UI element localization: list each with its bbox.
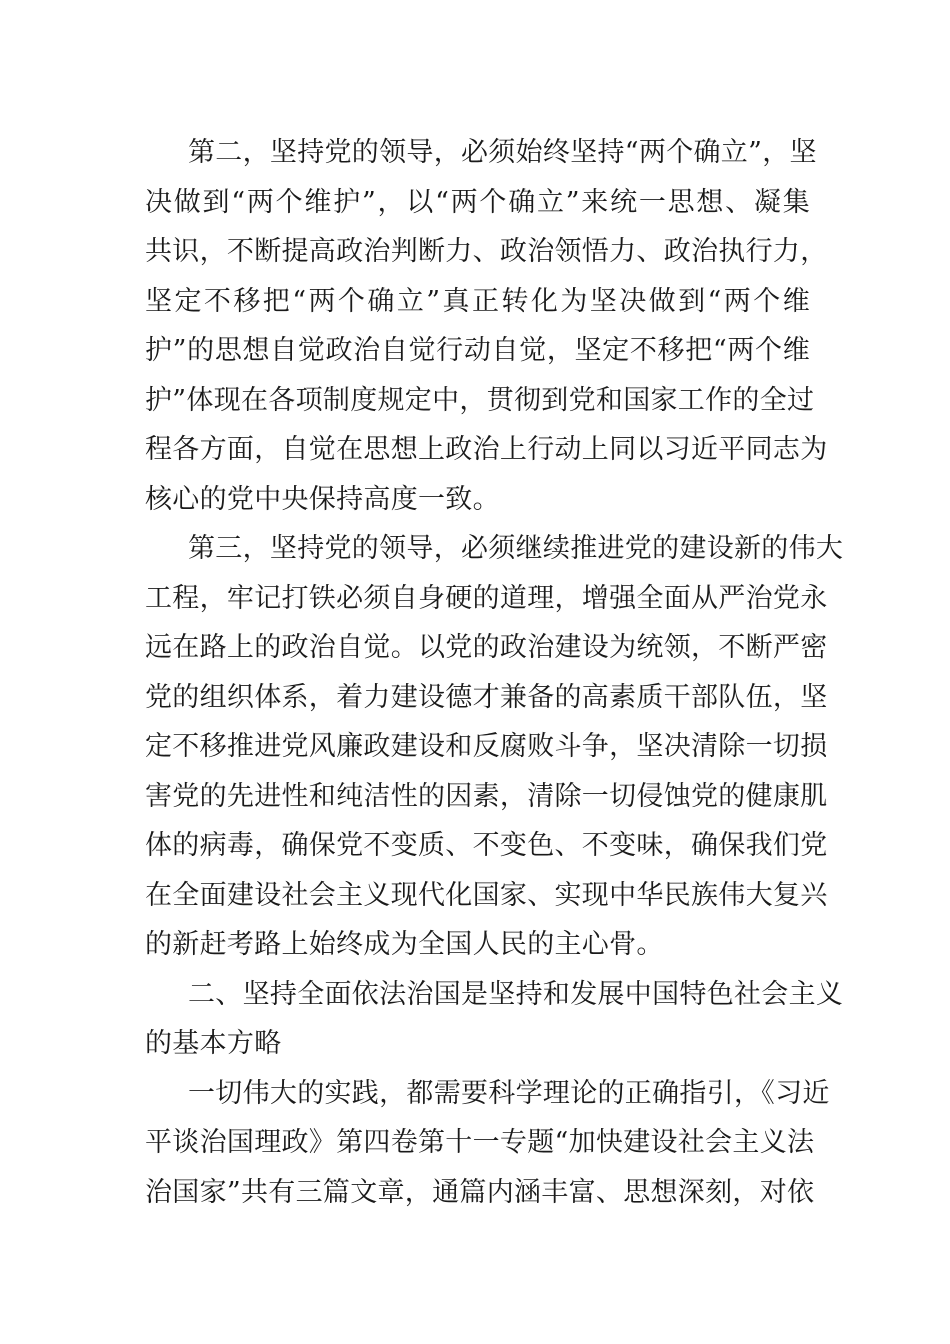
text-line: 第三，坚持党的领导，必须继续推进党的建设新的伟大 (188, 533, 844, 564)
section-heading-rule-of-law (145, 970, 844, 1069)
text-line: 的新赶考路上始终成为全国人民的主心骨。 (145, 929, 664, 960)
text-line: 共识，不断提高政治判断力、政治领悟力、政治执行力， (145, 236, 828, 267)
text-line: 程各方面，自觉在思想上政治上行动上同以习近平同志为 (145, 434, 828, 465)
text-line: 决做到“两个维护”，以“两个确立”来统一思想、凝集 (145, 186, 810, 218)
text-line: 护”的思想自觉政治自觉行动自觉，坚定不移把“两个维 (145, 335, 810, 366)
text-line: 害党的先进性和纯洁性的因素，清除一切侵蚀党的健康肌 (145, 780, 828, 812)
paragraph-theory-guidance (145, 1069, 830, 1218)
text-line: 工程，牢记打铁必须自身硬的道理，增强全面从严治党永 (145, 582, 828, 614)
text-line: 坚定不移把“两个确立”真正转化为坚决做到“两个维 (145, 285, 810, 317)
text-line: 平谈治国理政》第四卷第十一专题“加快建设社会主义法 (145, 1127, 815, 1158)
text-line: 在全面建设社会主义现代化国家、实现中华民族伟大复兴 (145, 879, 828, 911)
text-line: 二、坚持全面依法治国是坚持和发展中国特色社会主义 (188, 978, 844, 1010)
document-body (145, 128, 844, 1217)
text-line: 一切伟大的实践，都需要科学理论的正确指引，《习近 (188, 1077, 830, 1109)
text-line: 体的病毒，确保党不变质、不变色、不变味，确保我们党 (145, 830, 828, 861)
paragraph-party-leadership-second (145, 128, 828, 524)
text-line: 治国家”共有三篇文章，通篇内涵丰富、思想深刻，对依 (145, 1176, 815, 1208)
paragraph-party-leadership-third (145, 524, 844, 970)
text-line: 远在路上的政治自觉。以党的政治建设为统领，不断严密 (145, 632, 828, 663)
text-line: 核心的党中央保持高度一致。 (145, 483, 500, 515)
text-line: 党的组织体系，着力建设德才兼备的高素质干部队伍，坚 (145, 681, 828, 713)
text-line: 护”体现在各项制度规定中，贯彻到党和国家工作的全过 (145, 384, 815, 416)
text-line: 的基本方略 (145, 1028, 282, 1059)
text-line: 第二，坚持党的领导，必须始终坚持“两个确立”，坚 (188, 137, 817, 168)
text-line: 定不移推进党风廉政建设和反腐败斗争，坚决清除一切损 (145, 731, 828, 762)
